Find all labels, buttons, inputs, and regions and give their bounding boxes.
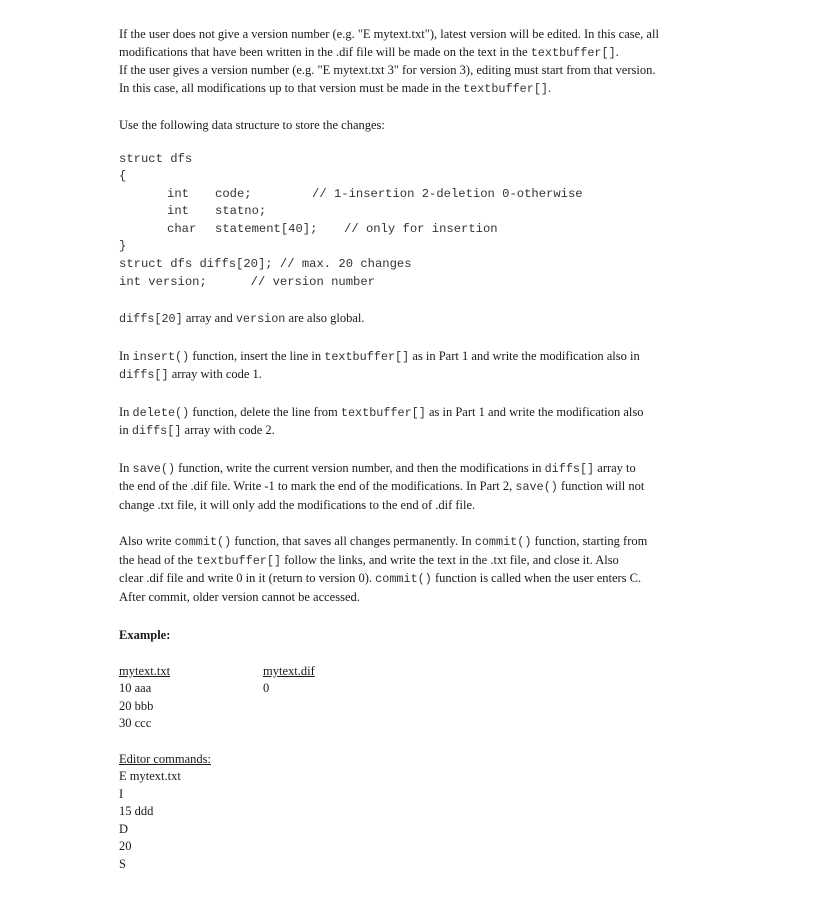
text: Also write (119, 534, 175, 549)
text: function, insert the line in (189, 348, 325, 363)
code-token: code; (215, 186, 252, 201)
text: function, starting from (531, 534, 648, 549)
txt-line: 10 aaa (119, 681, 152, 696)
code-save: save() (132, 461, 176, 476)
txt-line: 30 ccc (119, 716, 152, 731)
dif-file-lines (263, 680, 315, 698)
code-textbuffer: textbuffer[] (463, 81, 548, 96)
text: as in Part 1 and write the modification also (425, 404, 644, 419)
commit-paragraph (119, 533, 699, 606)
commands-list (119, 768, 699, 873)
delete-paragraph (119, 404, 699, 441)
text: follow the links, and write the text in the .txt file, and close it. Also (281, 552, 619, 567)
code-insert: insert() (132, 349, 190, 364)
example-heading: Example: (119, 628, 171, 643)
txt-file-title: mytext.txt (119, 663, 171, 678)
text: function, write the current version number, and then the modifications in (175, 460, 545, 475)
command-line: E mytext.txt (119, 769, 181, 784)
code-textbuffer: textbuffer[] (340, 405, 426, 420)
code-token: char (167, 221, 197, 236)
text: modifications that have been written in the .dif file will be made on the text in the (119, 44, 531, 59)
example-files (119, 663, 699, 733)
insert-paragraph (119, 348, 699, 385)
code-comment: // only for insertion (344, 221, 498, 236)
text: . (615, 44, 619, 59)
code-textbuffer: textbuffer[] (324, 349, 410, 364)
code-diffs: diffs[] (544, 461, 595, 476)
save-paragraph (119, 460, 699, 515)
text: function, delete the line from (189, 404, 341, 419)
code-token: statement[40]; (215, 221, 318, 236)
txt-file-column (119, 663, 263, 733)
code-textbuffer: textbuffer[] (530, 45, 616, 60)
code-line: struct dfs diffs[20]; // max. 20 changes (119, 257, 412, 272)
text: function is called when the user enters C. (431, 571, 642, 586)
code-line (119, 186, 699, 204)
text: as in Part 1 and write the modification also in (409, 348, 640, 363)
command-line: D (119, 821, 129, 836)
code-commit: commit() (174, 535, 232, 550)
text: function, that saves all changes permanently. In (231, 534, 475, 549)
dif-file-title: mytext.dif (263, 663, 315, 678)
intro-paragraph (119, 26, 699, 98)
code-line: struct dfs (119, 151, 193, 166)
txt-file-lines (119, 680, 263, 733)
code-line: int version; // version number (119, 274, 375, 289)
text: the end of the .dif file. Write -1 to mark the end of the modifications. In Part 2, (119, 479, 516, 494)
command-line: I (119, 786, 124, 801)
text: change .txt file, it will only add the modifications to the end of .dif file. (119, 497, 476, 512)
code-line (119, 221, 699, 239)
code-block (119, 151, 699, 292)
struct-intro: Use the following data structure to store the changes: (119, 118, 385, 132)
text: the head of the (119, 552, 197, 567)
code-line: } (119, 239, 127, 254)
code-comment: // 1-insertion 2-deletion 0-otherwise (312, 186, 583, 201)
commands-title: Editor commands: (119, 751, 211, 766)
text: After commit, older version cannot be accessed. (119, 589, 360, 604)
text: array and (182, 311, 236, 326)
code-line: { (119, 169, 127, 184)
text: clear .dif file and write 0 in it (return to version 0). (119, 571, 376, 586)
editor-commands (119, 751, 699, 874)
text: in (119, 423, 132, 438)
globals-paragraph (119, 310, 699, 329)
code-save: save() (515, 480, 558, 495)
code-token: int (167, 186, 189, 201)
text: In (119, 460, 133, 475)
command-line: 20 (119, 839, 132, 854)
command-line: 15 ddd (119, 804, 154, 819)
code-line (119, 203, 699, 221)
code-commit: commit() (375, 572, 432, 587)
text: If the user does not give a version number (e.g. "E mytext.txt"), latest version will be edited. In this case, all (119, 27, 659, 41)
txt-line: 20 bbb (119, 698, 154, 713)
text: In (119, 348, 133, 363)
code-diffs: diffs[20] (119, 312, 183, 327)
command-line: S (119, 856, 126, 871)
code-commit: commit() (474, 535, 532, 550)
dif-file-column (263, 663, 315, 733)
code-token: statno; (215, 204, 267, 219)
code-version: version (235, 312, 286, 327)
text: In this case, all modifications up to that version must be made in the (119, 80, 464, 95)
text: . (547, 80, 552, 95)
text: are also global. (285, 311, 365, 326)
code-diffs: diffs[] (119, 368, 169, 383)
code-diffs: diffs[] (131, 424, 182, 439)
text: array to (594, 460, 636, 475)
text: If the user gives a version number (e.g. "E mytext.txt 3" for version 3), editing must start from that version. (119, 63, 656, 77)
code-delete: delete() (132, 405, 190, 420)
dif-line: 0 (263, 681, 270, 696)
text: In (119, 404, 133, 419)
code-textbuffer: textbuffer[] (196, 553, 282, 568)
code-token: int (167, 204, 189, 219)
text: array with code 2. (181, 423, 275, 438)
text: function will not (557, 479, 645, 494)
text: array with code 1. (168, 367, 262, 382)
document-page (119, 26, 699, 873)
